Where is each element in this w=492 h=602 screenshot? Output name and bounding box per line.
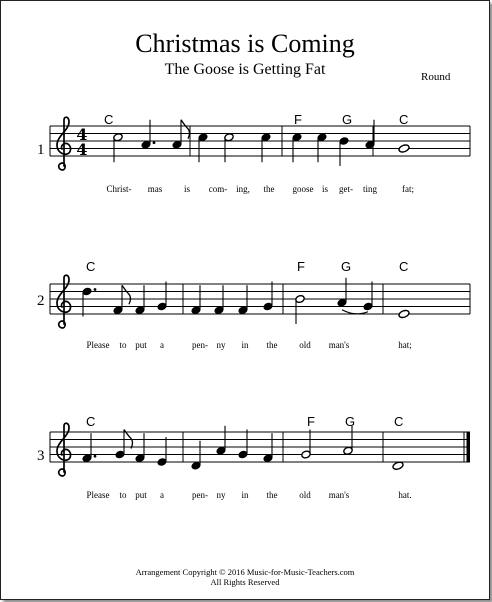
note-dot — [94, 455, 97, 458]
song-subtitle: The Goose is Getting Fat — [164, 61, 326, 78]
lyric-syllable: is — [321, 184, 329, 194]
note-group — [301, 430, 311, 459]
lyric-syllable: man's — [328, 340, 350, 350]
chord-symbol: C — [394, 414, 404, 429]
note-group — [238, 285, 248, 314]
lyric-syllable: ny — [216, 340, 226, 350]
note-group — [339, 137, 349, 166]
lyric-syllable: to — [119, 340, 127, 350]
note-dot — [153, 141, 156, 144]
song-title: Christmas is Coming — [135, 29, 355, 58]
note-group — [191, 441, 201, 470]
lyric-syllable: a — [160, 340, 164, 350]
lyric-syllable: hat. — [398, 490, 412, 500]
lyric-syllable: hat; — [398, 340, 412, 350]
note-group — [343, 426, 353, 455]
note-group — [172, 120, 190, 149]
note-group — [113, 285, 131, 314]
lyric-syllable: in — [241, 340, 249, 350]
treble-clef — [57, 423, 71, 476]
note-group — [363, 282, 373, 311]
chord-symbol: G — [345, 414, 356, 429]
chord-symbol: G — [341, 259, 352, 274]
lyric-syllable: ting — [362, 184, 378, 194]
staff-system — [50, 125, 470, 159]
lyric-syllable: is — [183, 184, 191, 194]
lyric-syllable: Please — [86, 490, 110, 500]
lyric-syllable: mas — [147, 184, 163, 194]
note-group — [295, 295, 305, 324]
lyric-syllable: get- — [339, 184, 353, 194]
note-dot — [94, 288, 97, 291]
lyric-syllable: pen- — [192, 490, 208, 500]
lyric-syllable: com- — [208, 184, 228, 194]
clef-path — [57, 117, 71, 170]
note-group — [135, 285, 145, 314]
notehead — [398, 144, 410, 154]
note-group — [292, 133, 302, 162]
final-bar-thick — [467, 432, 471, 462]
lyric-syllable: ing, — [236, 184, 250, 194]
chord-symbol: G — [342, 112, 353, 127]
chord-symbol: C — [399, 259, 409, 274]
staff-system — [50, 284, 470, 314]
note-group — [198, 133, 208, 162]
note-group — [191, 285, 201, 314]
lyric-syllable: put — [135, 490, 147, 500]
note-group — [261, 133, 271, 162]
note-flag — [181, 120, 190, 139]
note-group — [113, 133, 123, 162]
note-group — [214, 285, 224, 314]
note-group — [365, 120, 375, 149]
system-number: 2 — [37, 293, 45, 309]
tie — [342, 310, 368, 314]
chord-symbol: F — [307, 414, 315, 429]
copyright-line: Arrangement Copyright © 2016 Music-for-Music-Teachers.com — [135, 567, 355, 577]
note-group — [216, 426, 226, 455]
chord-symbol: C — [399, 112, 409, 127]
system-number: 1 — [37, 142, 45, 158]
note-flag — [122, 285, 131, 304]
note-group — [141, 120, 156, 149]
chord-symbol: C — [86, 259, 96, 274]
system-number: 3 — [37, 448, 45, 464]
notehead — [398, 309, 410, 319]
note-group — [337, 278, 368, 314]
chord-symbol: C — [104, 112, 114, 127]
staff-system — [50, 432, 470, 462]
chord-symbol: C — [86, 414, 96, 429]
lyric-syllable: man's — [328, 490, 350, 500]
lyric-syllable: to — [119, 490, 127, 500]
lyric-syllable: in — [241, 490, 249, 500]
time-signature-bottom: 4 — [76, 140, 88, 159]
lyric-syllable: the — [263, 184, 275, 194]
chord-symbol: F — [294, 112, 302, 127]
clef-path — [57, 275, 71, 328]
treble-clef — [57, 275, 71, 328]
lyric-syllable: fat; — [402, 184, 414, 194]
note-group — [157, 437, 167, 466]
note-group — [238, 430, 248, 459]
clef-path — [57, 423, 71, 476]
rights-line: All Rights Reserved — [210, 577, 280, 587]
lyric-syllable: a — [160, 490, 164, 500]
lyric-syllable: the — [266, 340, 278, 350]
lyric-syllable: put — [135, 340, 147, 350]
note-group — [224, 133, 234, 162]
lyric-syllable: old — [299, 340, 311, 350]
note-group — [398, 309, 410, 319]
lyric-syllable: pen- — [192, 340, 208, 350]
lyric-syllable: goose — [292, 184, 314, 194]
lyric-syllable: ny — [216, 490, 226, 500]
note-group — [317, 133, 327, 162]
lyric-syllable: the — [266, 490, 278, 500]
lyric-syllable: old — [299, 490, 311, 500]
lyric-syllable: Christ- — [106, 184, 132, 194]
note-group — [157, 282, 167, 311]
note-group — [263, 433, 273, 462]
treble-clef — [57, 117, 71, 170]
time-signature-top: 4 — [76, 125, 88, 144]
chord-symbol: F — [297, 259, 305, 274]
note-group — [82, 433, 97, 462]
round-label: Round — [421, 71, 451, 83]
lyric-syllable: Please — [86, 340, 110, 350]
note-group — [135, 433, 145, 462]
note-group — [263, 282, 273, 311]
note-group — [398, 144, 410, 154]
